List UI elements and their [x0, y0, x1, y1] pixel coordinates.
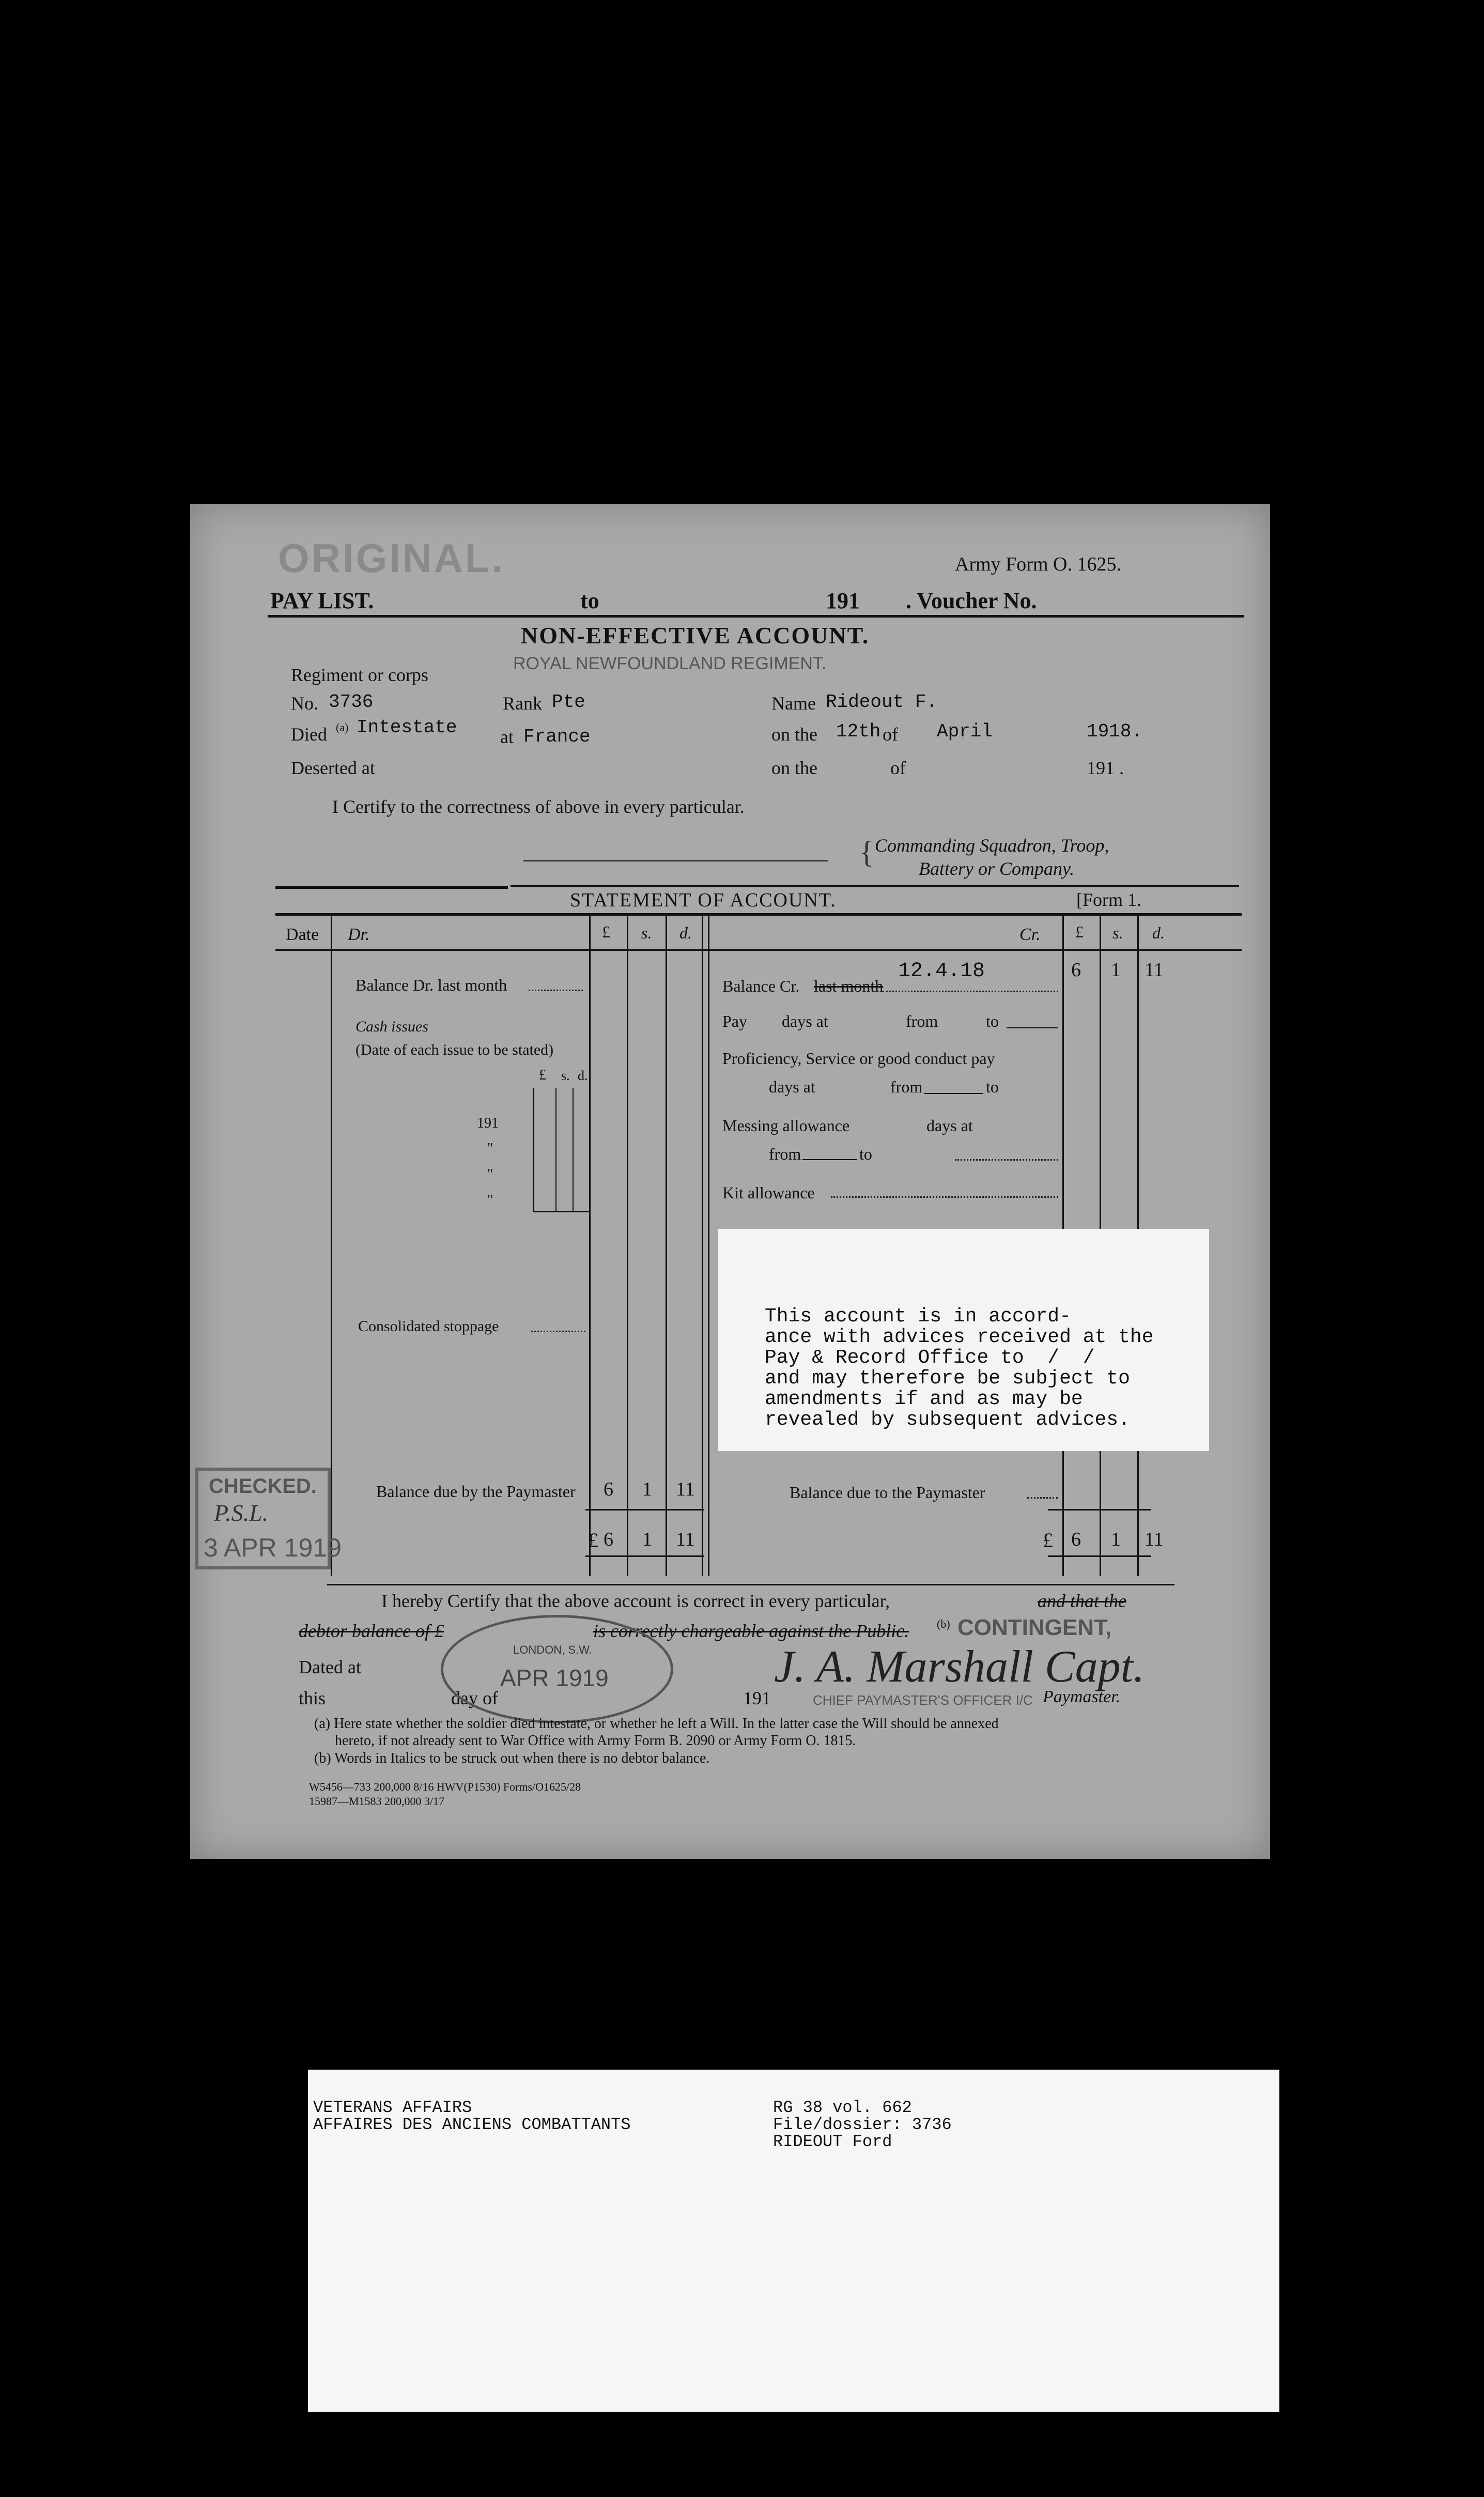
dr-balance-due-label: Balance due by the Paymaster [376, 1482, 576, 1501]
cr-total-pence: 11 [1145, 1529, 1164, 1550]
certify-year: 191 [743, 1688, 771, 1708]
document-page [190, 504, 1270, 1859]
at-label: at [500, 727, 514, 747]
advice-sticker-text: This account is in accord- ance with advices received at the Pay & Record Office to / / and may therefore be subject to amendments if and as may be revealed by subsequent advices. [765, 1305, 1154, 1431]
header-rule [268, 615, 1244, 618]
dr-total-bottom-rule [585, 1555, 704, 1557]
cr-pay-to: to [986, 1012, 999, 1030]
cr-balance-due-label: Balance due to the Paymaster [790, 1483, 985, 1502]
col-rule-dr-d [666, 915, 667, 1576]
pay-list-label: PAY LIST. [270, 588, 374, 613]
form-title: NON-EFFECTIVE ACCOUNT. [521, 622, 870, 649]
cr-pay-label: Pay [722, 1012, 747, 1030]
cr-proficiency: Proficiency, Service or good conduct pay [722, 1049, 995, 1068]
paymaster-label: Paymaster. [1043, 1687, 1121, 1706]
col-cr-pence: d. [1152, 923, 1165, 942]
deserted-on-the: on the [771, 758, 817, 778]
footnote-a-continued: hereto, if not already sent to War Office with Army Form B. 2090 or Army Form O. 1815. [335, 1733, 856, 1749]
footnote-a: (a) Here state whether the soldier died intestate, or whether he left a Will. In the latter case the Will should be annexed [314, 1716, 999, 1732]
table-top-rule [275, 913, 1242, 916]
cr-messing-to: to [859, 1145, 872, 1163]
col-cr-shillings: s. [1112, 923, 1123, 942]
dr-total-pence: 11 [676, 1529, 695, 1550]
paymaster-signature: J. A. Marshall Capt. [774, 1642, 1145, 1692]
cr-balance-due-leader [1027, 1497, 1058, 1499]
dr-cash-issues: Cash issues [355, 1018, 428, 1035]
postmark-city: LONDON, S.W. [513, 1643, 592, 1656]
col-rule-dr-amount [589, 915, 591, 1576]
died-month: April [937, 721, 993, 742]
died-day: 12th [836, 721, 881, 742]
this-label: this [299, 1688, 326, 1708]
cr-kit: Kit allowance [722, 1183, 815, 1202]
checked-initials: P.S.L. [214, 1500, 269, 1526]
regiment-label: Regiment or corps [291, 665, 428, 685]
regiment-stamp: ROYAL NEWFOUNDLAND REGIMENT. [513, 654, 827, 673]
col-date: Date [286, 925, 319, 944]
dr-cash-year: 191 [477, 1115, 499, 1131]
cr-pay-to-line [1007, 1027, 1058, 1028]
postmark-date: APR 1919 [500, 1664, 609, 1691]
cr-total-symbol: £ [1043, 1529, 1053, 1552]
col-dr: Dr. [348, 925, 370, 944]
cr-proficiency-days-at: days at [769, 1077, 815, 1096]
col-rule-center-2 [708, 915, 709, 1576]
name-label: Name [771, 693, 816, 714]
hereby-struck: and that the [1038, 1591, 1126, 1611]
dr-total-symbol: £ [588, 1529, 598, 1552]
died-footnote-ref: (a) [336, 721, 349, 734]
cr-balance-shillings: 1 [1111, 959, 1121, 981]
died-value: Intestate [357, 717, 457, 738]
statement-rule-right [511, 885, 1239, 887]
cr-proficiency-to: to [986, 1077, 999, 1096]
contingent-stamp: CONTINGENT, [957, 1615, 1112, 1640]
pay-list-year: 191 [826, 588, 860, 613]
card-line-1: VETERANS AFFAIRS [313, 2098, 472, 2117]
deserted-label: Deserted at [291, 758, 375, 778]
dr-consolidated-leader [531, 1331, 585, 1332]
header-bottom-rule [275, 949, 1242, 951]
card-ref-2: File/dossier: 3736 [773, 2115, 952, 2134]
rank-value: Pte [552, 691, 585, 713]
col-rule-center-1 [702, 915, 703, 1576]
day-of-label: day of [451, 1688, 498, 1708]
dr-cash-note: (Date of each issue to be stated) [355, 1041, 554, 1058]
table-bottom-rule [327, 1584, 1174, 1585]
deserted-of: of [890, 758, 906, 778]
printer-line-1: W5456—733 200,000 8/16 HWV(P1530) Forms/O1625/28 [309, 1780, 581, 1793]
cr-balance-date: 12.4.18 [898, 960, 985, 983]
dr-ditto-3: " [487, 1192, 493, 1208]
cr-balance-leader [883, 991, 1058, 992]
dated-at-label: Dated at [299, 1657, 361, 1677]
cr-messing-leader [955, 1159, 1058, 1161]
certify-line: I Certify to the correctness of above in every particular. [332, 796, 745, 817]
commanding-label-1: Commanding Squadron, Troop, [875, 835, 1109, 856]
footnote-b: (b) Words in Italics to be struck out when there is no debtor balance. [314, 1750, 710, 1766]
printer-line-2: 15987—M1583 200,000 3/17 [309, 1795, 445, 1808]
hereby-footnote-ref: (b) [937, 1617, 950, 1630]
hereby-debtor-struck: debtor balance of £ [299, 1621, 444, 1641]
cr-balance-pence: 11 [1145, 959, 1164, 981]
pay-list-to: to [580, 588, 599, 613]
dr-balance-due-pounds: 6 [604, 1478, 613, 1500]
dr-balance-leader [529, 990, 583, 991]
died-year: 1918. [1087, 721, 1143, 742]
dr-balance-due-pence: 11 [676, 1478, 695, 1500]
col-dr-pence: d. [679, 923, 692, 942]
deserted-year: 191 . [1087, 758, 1124, 778]
cr-balance-label: Balance Cr. [722, 977, 800, 995]
col-dr-shillings: s. [641, 923, 652, 942]
statement-title: STATEMENT OF ACCOUNT. [570, 889, 837, 911]
rank-label: Rank [503, 693, 542, 714]
name-value: Rideout F. [826, 691, 938, 713]
cr-kit-leader [831, 1196, 1058, 1198]
card-line-2: AFFAIRES DES ANCIENS COMBATTANTS [313, 2115, 631, 2134]
cr-pay-days-at: days at [782, 1012, 828, 1030]
number-value: 3736 [329, 691, 374, 713]
number-label: No. [291, 693, 318, 714]
cr-total-bottom-rule [1048, 1555, 1151, 1557]
cr-messing: Messing allowance [722, 1116, 850, 1135]
army-form-number: Army Form O. 1625. [955, 553, 1121, 575]
cr-messing-from-line [802, 1159, 857, 1160]
advice-sticker [718, 1229, 1209, 1451]
dr-total-top-rule [585, 1509, 704, 1510]
died-label: Died [291, 724, 327, 745]
dr-sub-pence: d. [578, 1068, 588, 1083]
dr-consolidated: Consolidated stoppage [358, 1318, 499, 1335]
col-cr: Cr. [1019, 925, 1041, 944]
cr-total-top-rule [1048, 1509, 1151, 1510]
commanding-label-2: Battery or Company. [919, 858, 1074, 879]
of-label: of [883, 724, 898, 745]
dr-sub-rule-3 [573, 1088, 574, 1212]
cr-proficiency-from: from [890, 1077, 923, 1096]
statement-rule-left [275, 886, 508, 889]
hereby-certify: I hereby Certify that the above account is correct in every particular, [381, 1591, 890, 1611]
commanding-brace: { [859, 835, 874, 869]
checked-stamp-label: CHECKED. [209, 1475, 317, 1498]
dr-sub-bottom-rule [533, 1211, 591, 1212]
paymaster-office-stamp: CHIEF PAYMASTER'S OFFICER I/C [813, 1692, 1033, 1708]
col-rule-date [331, 915, 332, 1576]
cr-balance-struck: last month [814, 977, 884, 995]
original-stamp: ORIGINAL. [278, 535, 505, 581]
dr-total-shillings: 1 [642, 1529, 652, 1550]
cr-messing-days-at: days at [926, 1116, 973, 1135]
cr-total-pounds: 6 [1071, 1529, 1081, 1550]
dr-balance-due-shillings: 1 [642, 1478, 652, 1500]
cr-balance-pounds: 6 [1071, 959, 1081, 981]
col-dr-pounds: £ [602, 922, 610, 941]
dr-sub-pounds: £ [539, 1067, 546, 1083]
voucher-label: . Voucher No. [906, 588, 1037, 613]
at-value: France [523, 726, 591, 747]
hereby-chargeable-struck: is correctly chargeable against the Public. [593, 1621, 909, 1641]
commanding-signature-line [523, 860, 828, 861]
col-cr-pounds: £ [1075, 922, 1084, 941]
postmark-stamp [441, 1615, 673, 1723]
dr-ditto-1: " [487, 1140, 493, 1157]
dr-balance-label: Balance Dr. last month [355, 976, 507, 994]
dr-sub-shillings: s. [561, 1068, 570, 1083]
dr-sub-rule-1 [533, 1088, 534, 1212]
dr-ditto-2: " [487, 1166, 493, 1182]
archive-reference-card [308, 2070, 1279, 2412]
dr-total-pounds: 6 [604, 1529, 613, 1550]
col-rule-dr-s [627, 915, 628, 1576]
cr-pay-from: from [906, 1012, 938, 1030]
cr-messing-from: from [769, 1145, 801, 1163]
checked-stamp [195, 1468, 342, 1569]
cr-total-shillings: 1 [1111, 1529, 1121, 1550]
cr-proficiency-from-line [924, 1093, 983, 1094]
checked-date: 3 APR 1919 [204, 1533, 342, 1562]
card-ref-3: RIDEOUT Ford [773, 2132, 892, 2151]
form-number: [Form 1. [1076, 889, 1141, 910]
on-the-label: on the [771, 724, 817, 745]
card-ref-1: RG 38 vol. 662 [773, 2098, 912, 2117]
dr-sub-rule-2 [555, 1088, 556, 1212]
